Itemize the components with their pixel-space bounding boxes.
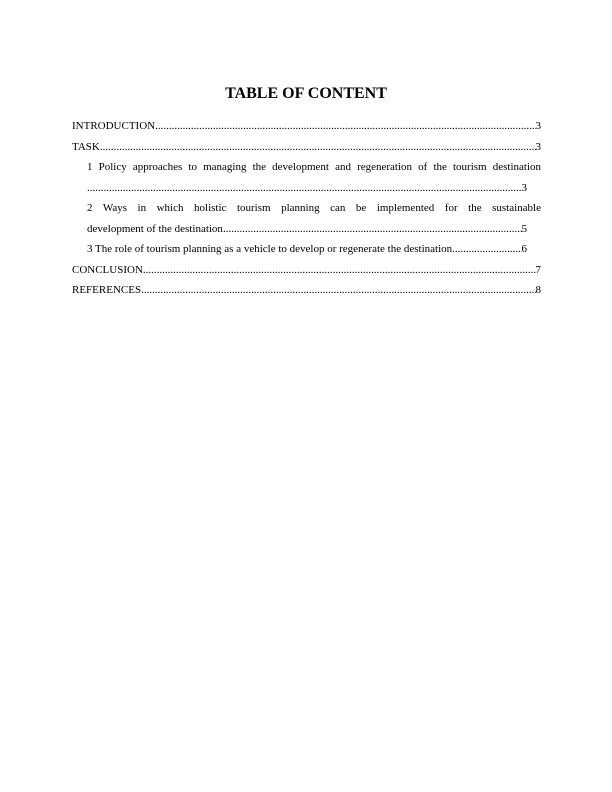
dot-leader [100, 137, 536, 158]
toc-entry-label: development of the destination [87, 222, 223, 235]
toc-page-number: 3 [521, 181, 527, 194]
toc-entry-task[interactable] [72, 137, 541, 158]
dot-leader [143, 260, 536, 281]
toc-entry-holistic-planning[interactable] [72, 219, 541, 240]
dot-leader [223, 219, 522, 240]
toc-entry-holistic-planning-line1[interactable]: 2 Ways in which holistic tourism planning can be implemented for the sustainable [87, 202, 541, 214]
toc-entry-role-of-planning[interactable] [72, 239, 541, 260]
toc-page-number: 6 [521, 243, 527, 255]
toc-page-number: 8 [535, 284, 541, 296]
dot-leader [452, 239, 521, 260]
toc-entry-conclusion[interactable] [72, 260, 541, 281]
toc-entry-label: 3 The role of tourism planning as a vehicle to develop or regenerate the destination [87, 243, 453, 255]
page-title: TABLE OF CONTENT [225, 85, 387, 102]
dot-leader [87, 178, 522, 199]
toc-entry-label: INTRODUCTION [72, 120, 156, 132]
toc-page-number: 3 [535, 140, 541, 153]
toc-entry-policy-approaches[interactable] [72, 178, 541, 199]
toc-page-number: 7 [535, 263, 541, 276]
toc-entry-introduction[interactable] [72, 116, 541, 137]
dot-leader [155, 116, 535, 137]
table-of-contents [72, 116, 541, 301]
toc-entry-references[interactable] [72, 280, 541, 301]
toc-page-number: 3 [535, 120, 541, 132]
toc-entry-label: TASK [72, 140, 100, 153]
dot-leader [141, 280, 535, 301]
toc-page-number: 5 [521, 222, 527, 235]
toc-entry-label: CONCLUSION [72, 263, 143, 276]
toc-entry-policy-approaches-line1[interactable]: 1 Policy approaches to managing the development and regeneration of the tourism destination [87, 161, 541, 173]
toc-entry-label: REFERENCES [72, 284, 142, 296]
